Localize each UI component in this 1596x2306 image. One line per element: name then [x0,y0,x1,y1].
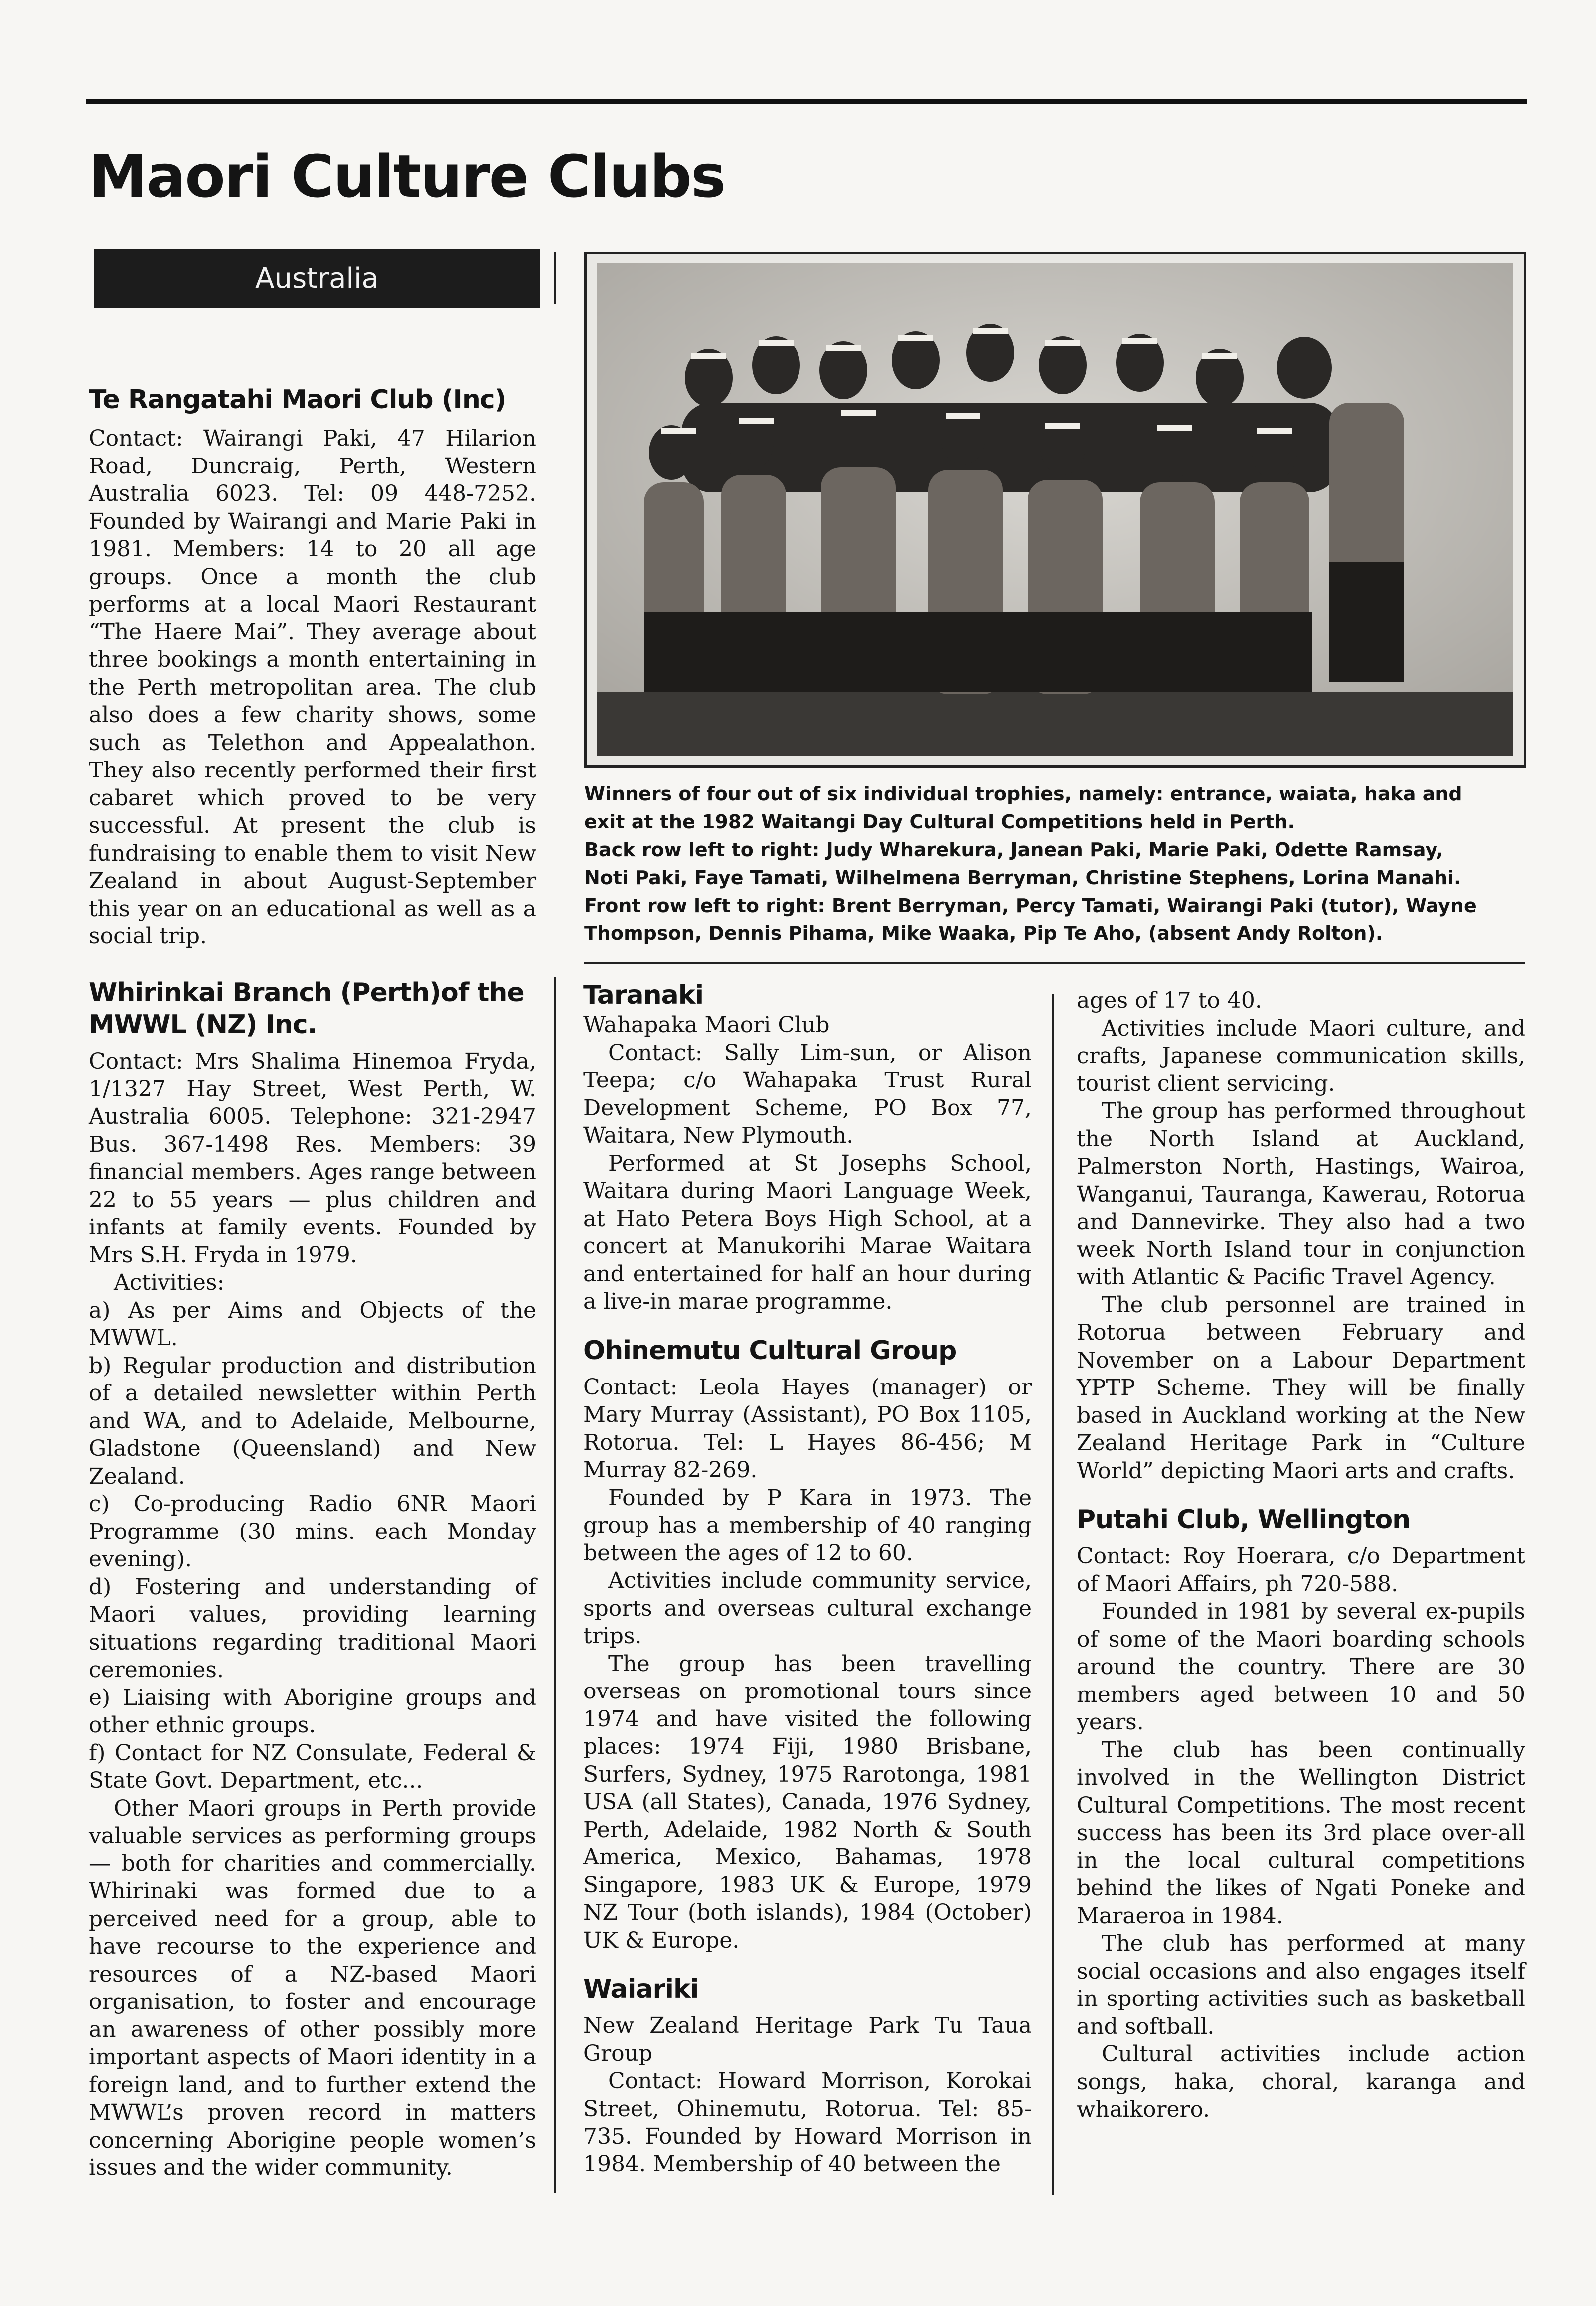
article-subheading: Wahapaka Maori Club [583,1012,830,1038]
activity-item: d) Fostering and understanding of Maori values, providing learning situations regarding traditional Maori ceremonies. [89,1574,536,1683]
group-photo [597,263,1513,756]
activity-item: a) As per Aims and Objects of the MWWL. [89,1297,536,1351]
column-divider [554,252,556,304]
section-banner-australia: Australia [94,249,540,308]
caption-line: Back row left to right: Judy Wharekura, Janean Paki, Marie Paki, Odette Ramsay, [584,839,1443,861]
article-body: Contact: Leola Hayes (manager) or Mary Murray (Assistant), PO Box 1105, Rotorua. Tel: L Hayes 86-456; M Murray 82-269. [583,1374,1032,1483]
article-heading-ohinemutu: Ohinemutu Cultural Group [583,1335,957,1366]
caption-line: exit at the 1982 Waitangi Day Cultural Competitions held in Perth. [584,811,1295,833]
article-body: Activities include Maori culture, and crafts, Japanese communication skills, tourist client servicing. [1077,1015,1525,1096]
article-body: The group has performed throughout the North Island at Auckland, Palmerston North, Hastings, Wairoa, Wanganui, Tauranga, Kawerau, Rotorua and Dannevirke. They also had a two week North Island tour in conjunction with Atlantic & Pacific Travel Agency. [1077,1098,1525,1290]
article-body: The club has been continually involved in the Wellington District Cultural Competitions. The most recent success has been its 3rd place over-all in the local cultural competitions behind the likes of Ngati Poneke and Maraeroa in 1984. [1077,1737,1525,1929]
caption-line: Noti Paki, Faye Tamati, Wilhelmena Berryman, Christine Stephens, Lorina Manahi. [584,867,1461,889]
article-body: Contact: Mrs Shalima Hinemoa Fryda, 1/1327 Hay Street, West Perth, W. Australia 6005. Telephone: 321-2947 Bus. 367-1498 Res. Members: 39 financial members. Ages range between 22 to 55 years — plus children and infants at family events. Founded by Mrs S.H. Fryda in 1979. [89,1049,536,1268]
article-body: The group has been travelling overseas on promotional tours since 1974 and have visited the following places: 1974 Fiji, 1980 Brisbane, Surfers, Sydney, 1975 Rarotonga, 1981 USA (all States), Canada, 1976 Sydney, Perth, Adelaide, 1982 North & South America, Mexico, Bahamas, 1978 Singapore, 1983 UK & Europe, 1979 NZ Tour (both islands), 1984 (October) UK & Europe. [583,1651,1032,1953]
article-body: Performed at St Josephs School, Waitara during Maori Language Week, at Hato Petera Boys High School, at a concert at Manukorihi Marae Waitara and entertained for half an hour during a live-in marae programme. [583,1150,1032,1314]
article-body: Contact: Howard Morrison, Korokai Street, Ohinemutu, Rotorua. Tel: 85-735. Founded by Howard Morrison in 1984. Membership of 40 between the [583,2068,1032,2177]
caption-line: Thompson, Dennis Pihama, Mike Waaka, Pip Te Aho, (absent Andy Rolton). [584,922,1383,944]
article-body: Founded by P Kara in 1973. The group has a membership of 40 ranging between the ages of 12 to 60. [583,1485,1032,1566]
article-heading: Te Rangatahi Maori Club (Inc) [89,385,506,415]
activity-item: c) Co-producing Radio 6NR Maori Programme (30 mins. each Monday evening). [89,1491,536,1572]
caption-rule [584,962,1525,964]
article-body: Other Maori groups in Perth provide valuable services as performing groups — both for charities and commercially. Whirinaki was formed due to a perceived need for a group, able to have recourse to the experience and resources of a NZ-based Maori organisation, to foster and encourage an awareness of other possibly more important aspects of Maori identity in a foreign land, and to further extend the MWWL’s proven record in matters concerning Aborigine people women’s issues and the wider community. [89,1795,536,2180]
article-te-rangatahi [89,384,536,950]
article-body: The club personnel are trained in Rotorua between February and November on a Labour Department YPTP Scheme. They will be finally based in Auckland working at the New Zealand Heritage Park in “Culture World” depicting Maori arts and crafts. [1077,1292,1525,1484]
article-heading: Whirinkai Branch (Perth)of the [89,978,524,1008]
top-rule [86,99,1527,104]
column-divider [554,977,556,2193]
column-divider [1052,994,1054,2195]
page-title: Maori Culture Clubs [89,142,725,211]
photo-caption [584,780,1525,947]
caption-line: Front row left to right: Brent Berryman, Percy Tamati, Wairangi Paki (tutor), Wayne [584,895,1477,917]
article-body: Activities include community service, sports and overseas cultural exchange trips. [583,1568,1032,1649]
article-heading: MWWL (NZ) Inc. [89,1010,317,1040]
group-photo-frame [584,252,1526,768]
column-middle [583,979,1032,2178]
article-body: Activities: [114,1270,225,1295]
article-body: Contact: Wairangi Paki, 47 Hilarion Road, Duncraig, Perth, Western Australia 6023. Tel: 09 448-7252. Founded by Wairangi and Marie Paki in 1981. Members: 14 to 20 all age groups. Once a month the club performs at a local Maori Restaurant “The Haere Mai”. They average about three bookings a month entertaining in the Perth metropolitan area. The club also does a few charity shows, some such as Telethon and Appealathon. They also recently performed their first cabaret which proved to be very successful. At present the club is fundraising to enable them to visit New Zealand in about August-September this year on an educational as well as a social trip. [89,426,536,949]
article-body: ages of 17 to 40. [1077,988,1262,1013]
activity-item: f) Contact for NZ Consulate, Federal & State Govt. Department, etc... [89,1740,536,1793]
article-body: Founded in 1981 by several ex-pupils of some of the Maori boarding schools around the country. There are 30 members aged between 10 and 50 years. [1077,1599,1525,1735]
column-right [1077,987,1525,2124]
activity-item: e) Liaising with Aborigine groups and other ethnic groups. [89,1685,536,1738]
article-subheading: New Zealand Heritage Park Tu Taua Group [583,2013,1032,2066]
article-heading-waiariki: Waiariki [583,1974,699,2004]
activity-item: b) Regular production and distribution of a detailed newsletter within Perth and WA, and to Adelaide, Melbourne, Gladstone (Queensland) and New Zealand. [89,1353,536,1489]
article-heading-putahi: Putahi Club, Wellington [1077,1505,1411,1535]
article-body: The club has performed at many social occasions and also engages itself in sporting activities such as basketball and softball. [1077,1931,1525,2039]
article-whirinkai [89,977,536,2182]
caption-line: Winners of four out of six individual trophies, namely: entrance, waiata, haka and [584,783,1462,805]
article-body: Cultural activities include action songs, haka, choral, karanga and whaikorero. [1077,2041,1525,2122]
article-body: Contact: Sally Lim-sun, or Alison Teepa; c/o Wahapaka Trust Rural Development Scheme, PO Box 77, Waitara, New Plymouth. [583,1040,1032,1148]
article-heading-taranaki: Taranaki [583,980,704,1010]
article-body: Contact: Roy Hoerara, c/o Department of Maori Affairs, ph 720-588. [1077,1543,1525,1597]
